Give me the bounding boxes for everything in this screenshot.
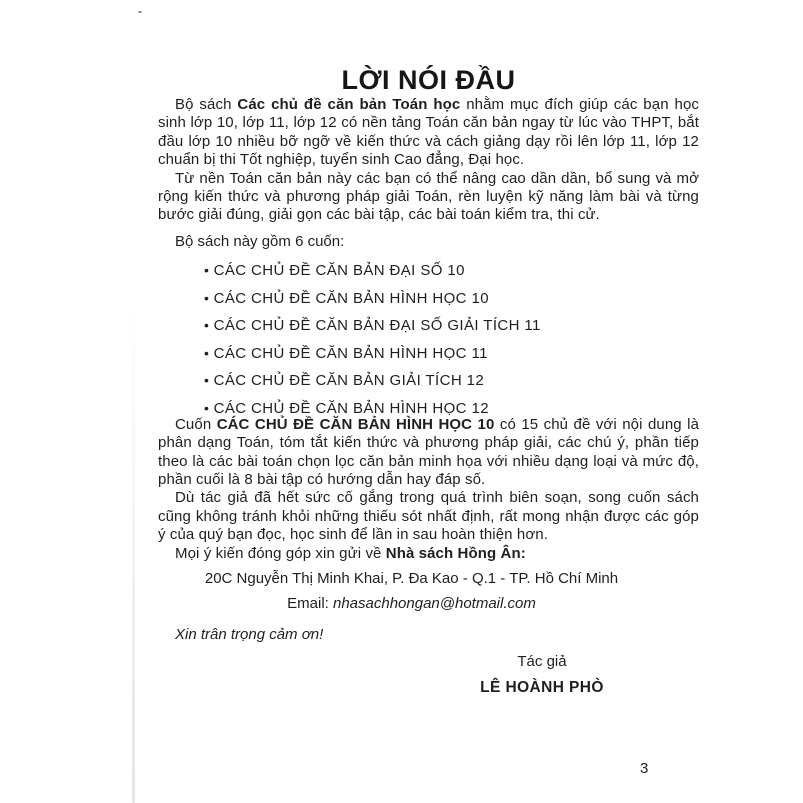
- scan-speck: [138, 11, 142, 13]
- book-list: [158, 263, 699, 416]
- email-address: nhasachhongan@hotmail.com: [332, 595, 536, 613]
- book-list-item: • CÁC CHỦ ĐỀ CĂN BẢN HÌNH HỌC 12: [204, 401, 699, 416]
- publisher-name-bold: Nhà sách Hồng Ân:: [385, 544, 526, 562]
- page-edge-shadow: [132, 300, 135, 803]
- book-list-item: • CÁC CHỦ ĐỀ CĂN BẢN GIẢI TÍCH 12: [204, 373, 699, 388]
- paragraph-intro-series: [158, 96, 699, 170]
- publisher-email-line: [158, 595, 665, 613]
- author-label: Tác giả: [517, 653, 567, 671]
- book-list-item: • CÁC CHỦ ĐỀ CĂN BẢN ĐẠI SỐ 10: [204, 263, 699, 278]
- paragraph-feedback: [158, 545, 699, 563]
- page-number: 3: [640, 760, 649, 777]
- email-label: Email:: [287, 595, 333, 613]
- volume-title-bold: CÁC CHỦ ĐỀ CĂN BẢN HÌNH HỌC 10: [216, 415, 495, 433]
- author-block: [457, 653, 627, 697]
- page-title: LỜI NÓI ĐẦU: [341, 65, 516, 95]
- paragraph-volume-pre: Cuốn: [175, 415, 217, 433]
- paragraph-intro-pre: Bộ sách: [175, 96, 238, 113]
- book-list-item: • CÁC CHỦ ĐỀ CĂN BẢN HÌNH HỌC 10: [204, 291, 699, 306]
- paragraph-apology: Dù tác giả đã hết sức cố gắng trong quá trình biên soạn, song cuốn sách cũng không tránh khỏi những thiếu sót nhất định, rất mong nhận được các góp ý của quý bạn đọc, học sinh để lần in sau hoàn thiện hơn.: [158, 489, 699, 544]
- book-list-item: • CÁC CHỦ ĐỀ CĂN BẢN ĐẠI SỐ GIẢI TÍCH 11: [204, 318, 699, 333]
- paragraph-benefits: Từ nền Toán căn bản này các bạn có thể nâng cao dần dần, bổ sung và mở rộng kiến thức và phương pháp giải Toán, rèn luyện kỹ năng làm bài và từng bước giải đúng, giải gọn các bài tập, các bài toán kiểm tra, thi cử.: [158, 169, 699, 224]
- paragraph-intro-post: nhằm mục đích giúp các bạn học sinh lớp 10, lớp 11, lớp 12 có nền tảng Toán căn bản ngay từ lúc vào THPT, bắt đầu lớp 10 nhiều bỡ ngỡ về kiến thức và cách giảng dạy rồi lên lớp 11, lớp 12 chuẩn bị thi Tốt nghiệp, tuyển sinh Cao đẳng, Đại học.: [158, 96, 699, 169]
- book-list-item: • CÁC CHỦ ĐỀ CĂN BẢN HÌNH HỌC 11: [204, 346, 699, 361]
- series-list-intro: Bộ sách này gồm 6 cuốn:: [175, 232, 345, 250]
- author-name: LÊ HOÀNH PHÒ: [480, 678, 604, 696]
- thanks-line: Xin trân trọng cảm ơn!: [175, 625, 324, 643]
- series-name-bold: Các chủ đề căn bản Toán học: [237, 96, 461, 113]
- text-column: [158, 64, 699, 697]
- paragraph-volume-post: có 15 chủ đề với nội dung là phân dạng Toán, tóm tắt kiến thức và phương pháp giải, các chú ý, phần tiếp theo là các bài toán chọn lọc căn bản minh họa với nhiều dạng loại và mức độ, phần cuối là 8 bài tập có hướng dẫn hay đáp số.: [158, 415, 700, 488]
- feedback-pre: Mọi ý kiến đóng góp xin gửi về: [175, 544, 386, 562]
- publisher-address: 20C Nguyễn Thị Minh Khai, P. Đa Kao - Q.1 - TP. Hồ Chí Minh: [204, 570, 619, 587]
- paragraph-this-volume: [158, 416, 699, 490]
